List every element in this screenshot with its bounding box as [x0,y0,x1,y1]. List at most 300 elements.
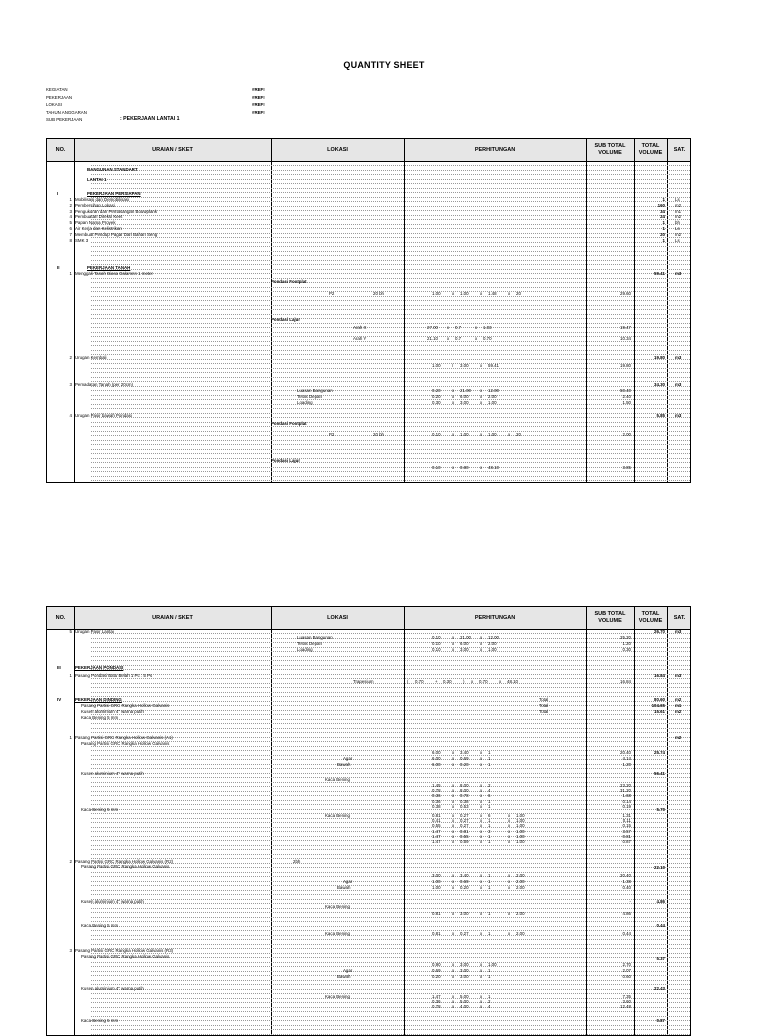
calc-value: x [480,999,483,1005]
item-total: 24 [660,214,665,220]
calc-value: x [452,911,455,916]
calc-value: x [452,823,455,829]
item-name: Pasang Partisi GRC Rangka Hollow Galvanis [81,864,170,869]
item-name: Pasang Partisi GRC Rangka Hollow Galvanis [81,741,170,746]
calc-value: x [480,465,483,470]
row-line [91,260,690,261]
item-total: 22.43 [654,986,665,991]
lokasi-label: P2 [329,432,335,437]
calc-value: 0.10 [432,465,441,470]
subtotal-value: 0.40 [622,885,631,890]
calc-value: 0.53 [460,803,469,809]
calc-value: x [452,788,455,794]
row-line [91,417,690,418]
calc-value: 1 [488,798,491,804]
item-name: Pasang Partisi GRC Rangka Hollow Galvanis (A1) [75,735,173,740]
item-sat: m2 [675,202,682,208]
section-no: II [57,265,60,270]
calc-value: 2.00 [488,394,497,399]
subtotal-value: 2.07 [622,968,631,973]
calc-value: x [452,465,455,470]
section-no: I [57,191,59,196]
row-line [91,737,690,738]
calc-value: 0.81 [432,813,441,818]
row-line [91,768,690,769]
item-name: Kaca Bening 5 mm [81,1018,119,1023]
subtotal-value: 0.44 [622,931,631,936]
item-name: Urugan Pasir bawah Pondasi [75,413,132,418]
calc-value: 0.20 [432,394,441,399]
row-line [91,854,690,855]
calc-value: 3.00 [460,363,469,368]
calc-value: 5.00 [460,994,469,999]
sheet-title: QUANTITY SHEET [343,60,425,70]
row-line [91,458,690,459]
calc-value: x [452,962,455,967]
item-sat: bh [675,220,680,226]
calc-value: 0.59 [460,839,469,844]
item-no: 1 [69,271,72,276]
row-line [91,732,690,733]
calc-value: 0.27 [460,818,469,824]
item-no: 2 [69,859,72,864]
project-info [46,86,346,124]
lokasi-label: Arah Y [353,336,367,341]
lokasi-label: Bawah [337,885,351,890]
row-line [91,206,690,207]
calc-value: x [452,1004,455,1010]
calc-value: x [508,833,511,839]
row-line [91,701,690,702]
calc-value: 1 [488,994,491,999]
row-line [91,219,690,220]
calc-value: x [452,762,455,767]
row-line [91,323,690,324]
subtotal-value: 0.87 [622,839,631,844]
subtotal-value: 3.57 [622,828,631,834]
calc-value: 1.00 [460,291,469,296]
item-total: 25.74 [654,750,665,755]
section-title: BANGUNAN STANDART [87,167,138,172]
lokasi-label: Teras Depan [297,394,322,399]
calc-value: 3.00 [460,962,469,967]
calc-value: 6.00 [432,762,441,767]
subtotal-value: 25.20 [620,635,631,640]
item-no: 3 [69,208,72,214]
lokasi-label: Loading [297,647,313,652]
lokasi-label: Arah X [353,325,367,330]
calc-value: x [480,974,483,979]
calc-value: 0.10 [432,635,441,640]
item-total: 160 [657,202,665,208]
info-label: KEGIATAN [46,87,68,92]
row-line [91,440,690,441]
item-sat: m3 [675,673,682,678]
item-no: 6 [69,226,72,231]
calc-value: x [475,325,478,330]
header-sat: SAT. [673,146,686,153]
item-no: 5 [69,629,72,634]
row-line [91,476,690,477]
row-line [91,1029,690,1030]
subtotal-value: 4.86 [622,911,631,916]
calc-value: 0.20 [460,762,469,767]
calc-value: x [447,325,450,330]
calc-value: 3.00 [460,911,469,916]
calc-value: x [508,839,511,844]
row-line [91,921,690,922]
calc-value: x [480,635,483,640]
calc-value: 0.10 [432,641,441,646]
subtotal-value: 20.40 [620,750,631,755]
item-no: 4 [69,214,72,220]
calc-value: 12.00 [488,635,499,640]
item-total: 0.87 [656,1018,665,1023]
row-line [91,282,690,283]
item-name: Kusen aluminium 4" warna putih [81,709,144,714]
section-title: PEKERJAAN PERSIAPAN [87,191,141,196]
row-line [91,165,690,166]
row-line [91,224,690,225]
row-line [91,305,690,306]
header-no: NO. [55,146,66,153]
item-sat: m3 [675,413,682,418]
row-line [91,692,690,693]
row-line [91,408,690,409]
row-line [91,710,690,711]
header-total: TOTAL VOLUME [638,143,663,156]
item-total: 5.85 [656,413,665,418]
row-line [91,251,690,252]
row-line [91,170,690,171]
row-line [91,656,690,657]
calc-value: 1.47 [432,828,441,834]
item-no: 7 [69,231,72,237]
row-line [91,471,690,472]
row-line [91,179,690,180]
row-line [91,309,690,310]
item-total: 4.86 [656,899,665,904]
calc-value: 0.78 [432,1004,441,1010]
calc-value: 0.38 [432,803,441,809]
lokasi-label: Pondasi Lajur [271,458,301,463]
calc-value: 4.00 [460,1004,469,1010]
calc-value: 0.10 [432,432,441,437]
calc-value: x [452,931,455,936]
calc-value: ( [407,679,409,684]
subtotal-value: 0.19 [622,803,631,809]
calc-value: x [452,641,455,646]
calc-value: 2 [488,783,491,788]
calc-value: x [480,783,483,788]
subtotal-value: 12.48 [620,1004,631,1010]
row-line [91,242,690,243]
row-line [91,314,690,315]
info-label: SUB PEKERJAAN [46,117,83,122]
calc-value: 1 [488,839,491,844]
item-sat: m2 [675,214,682,220]
calc-value: 1.00 [432,363,441,368]
calc-value: 3.00 [460,400,469,405]
row-line [91,948,690,949]
calc-value: x [480,400,483,405]
lokasi-label: Luasan Bangunan [297,635,333,640]
calc-value: 0.80 [460,465,469,470]
row-line [91,696,690,697]
calc-value: 1.00 [432,885,441,890]
row-line [91,183,690,184]
calc-value: 0.27 [460,813,469,818]
calc-value: 0.69 [460,756,469,761]
row-line [91,1020,690,1021]
lokasi-label: Trapesium [353,679,374,684]
calc-value: 1 [488,833,491,839]
item-sat: m1 [675,208,682,214]
lokasi-label: Kaca Bening [325,904,350,909]
item-no: 1 [69,735,72,740]
calc-value: x [452,394,455,399]
calc-value: 0.27 [460,931,469,936]
row-line [91,210,690,211]
calc-value: 0.36 [432,999,441,1005]
calc-value: x [452,635,455,640]
calc-value: 0.36 [432,793,441,799]
item-sat: m2 [675,735,682,740]
calc-value: x [480,823,483,829]
item-no: 5 [69,220,72,226]
row-line [91,174,690,175]
calc-value: 2.00 [488,641,497,646]
info-label: LOKASI [46,102,62,107]
calc-value: x [452,818,455,824]
item-sat: m1 [675,703,682,708]
calc-value: x [475,336,478,341]
calc-value: 1.00 [516,839,525,844]
calc-value: x [508,885,511,890]
section-title: PEKERJAAN DINDING [75,697,122,702]
calc-value: x [471,679,474,684]
row-line [91,359,690,360]
calc-value: 0.81 [432,931,441,936]
row-line [91,723,690,724]
row-line [91,669,690,670]
item-name: Kaca Bening 5 mm [81,923,119,928]
item-name: Pasang Partisi GRC Rangka Hollow Galvanis (R3) [75,948,174,953]
calc-value: 20 [516,432,521,437]
item-name: SMK 3 [75,237,89,243]
section-no: IV [57,697,62,702]
calc-value: 3.00 [460,974,469,979]
calc-value: x [480,394,483,399]
item-no: 2 [69,202,72,208]
calc-value: 1.45 [432,783,441,788]
item-sat: m2 [675,697,682,702]
subtotal-value: 1.50 [622,400,631,405]
calc-value: 1.48 [488,291,497,296]
calc-value: x [452,798,455,804]
calc-value: 0.7 [455,336,462,341]
item-total: 59.41 [654,271,665,276]
subtotal-value: 2.70 [622,962,631,967]
item-total: 1 [662,197,665,202]
item-no: 3 [69,382,72,387]
info-value: #REF! [252,87,265,92]
calc-value: x [480,879,483,884]
calc-value: 0.70 [479,679,488,684]
calc-value: 59.41 [488,363,499,368]
calc-value: x [480,647,483,652]
row-line [91,287,690,288]
row-line [91,746,690,747]
row-line [91,246,690,247]
header-subtotal: SUB TOTAL VOLUME [594,143,626,156]
calc-value: x [508,432,511,437]
lokasi-label: Bawah [337,974,351,979]
calc-value: x [452,432,455,437]
row-line [91,989,690,990]
calc-value: x [452,291,455,296]
calc-value: x [452,750,455,755]
item-name: Pengukuran dan Pemasangan Bouwplank [75,208,158,214]
calc-value: 0.38 [460,798,469,804]
row-line [91,201,690,202]
calc-value: x [452,828,455,834]
lokasi-label: Kaca Bening [325,777,350,782]
calc-value: x [452,885,455,890]
calc-value: 1 [488,762,491,767]
row-line [91,863,690,864]
calc-value: x [508,813,511,818]
calc-value: 1 [488,974,491,979]
calc-value: x [447,336,450,341]
calc-value: x [480,803,483,809]
section-no: III [57,665,61,670]
item-name: Menggali Tanah Biasa Dalamnn 1 meter [75,271,154,276]
row-line [91,917,690,918]
info-value: #REF! [252,102,265,107]
calc-value: 0.20 [432,974,441,979]
calc-value: 4 [488,1004,491,1010]
section-title: PEKERJAAN TANAH [87,265,131,270]
calc-value: x [508,911,511,916]
item-sat: m2 [675,231,682,237]
lokasi-label: Agar [343,968,353,973]
calc-value: 1.00 [516,833,525,839]
row-line [91,332,690,333]
calc-value: 0.20 [432,388,441,393]
row-line [91,1034,690,1035]
calc-value: 3.00 [460,647,469,652]
header-uraian: URAIAN / SKET [152,614,193,621]
item-name: Mobilisasi dan Demobilisasi [75,197,129,202]
calc-value: 0.70 [415,679,424,684]
row-line [91,1011,690,1012]
subtotal-value: 0.30 [622,647,631,652]
item-no: 1 [69,197,72,202]
calc-value: x [452,833,455,839]
quantity-table-1 [46,138,691,483]
calc-value: 21.10 [427,336,438,341]
calc-value: 1.47 [432,833,441,839]
row-line [91,449,690,450]
row-line [91,926,690,927]
calc-value: 0.78 [432,788,441,794]
row-line [91,867,690,868]
item-sat: Ls [675,197,680,202]
lokasi-label: Pondasi Footplat [271,279,307,284]
item-total: 20 [660,231,665,237]
calc-value: 8.00 [460,783,469,788]
calc-value: 1.00 [460,432,469,437]
row-line [91,845,690,846]
subtotal-value: 1.31 [622,813,631,818]
item-total: 80.60 [654,697,665,702]
calc-value: x [480,839,483,844]
lokasi-label: Luasan Bangunan [297,388,333,393]
row-line [91,381,690,382]
row-line [91,264,690,265]
calc-value: 6.00 [432,750,441,755]
item-name: Kaca Bening 5 mm [81,715,119,720]
calc-value: 0.69 [460,879,469,884]
calc-value: 4 [488,788,491,794]
calc-value: 48.10 [488,465,499,470]
calc-value: ) [463,679,465,684]
subtotal-value: 1.20 [622,641,631,646]
calc-value: 1.00 [516,823,525,829]
row-line [91,660,690,661]
calc-value: x [508,931,511,936]
lokasi-label: Agar [343,879,353,884]
calc-value: 1 [488,968,491,973]
calc-value: 2.00 [516,911,525,916]
item-name: Kusen aluminium 4" warna putih [81,899,144,904]
calc-value: 1.47 [432,839,441,844]
calc-value: x [480,363,483,368]
calc-value: 2.00 [516,879,525,884]
item-total: 5.37 [656,956,665,961]
calc-value: x [508,823,511,829]
row-line [91,444,690,445]
item-sat: m3 [675,271,682,276]
lokasi-label: P2 [329,291,335,296]
subtotal-value: 0.14 [622,798,631,804]
item-no: 3 [69,948,72,953]
item-sat: Ls [675,237,680,243]
calc-value: x [480,291,483,296]
calc-value: x [480,432,483,437]
header-perhitungan: PERHITUNGAN [474,614,516,621]
calc-value: 5.00 [460,999,469,1005]
subtotal-value: 1.68 [622,793,631,799]
row-line [91,894,690,895]
item-name: Urugan Pasir Lantai [75,629,114,634]
item-name: Pasang Partisi GRC Rangka Hollow Galvanis [81,954,170,959]
calc-value: 0.7 [455,325,462,330]
calc-value: 1 [488,879,491,884]
item-total: 1 [662,220,665,226]
header-no: NO. [55,614,66,621]
item-total: 22.10 [654,865,665,870]
calc-value: 1.00 [488,647,497,652]
calc-value: 0.27 [460,823,469,829]
subtotal-value: 4.14 [622,756,631,761]
calc-value: 3.40 [460,873,469,878]
row-line [91,197,690,198]
calc-value: x [452,803,455,809]
calc-value: 20 [516,291,521,296]
row-line [91,1016,690,1017]
